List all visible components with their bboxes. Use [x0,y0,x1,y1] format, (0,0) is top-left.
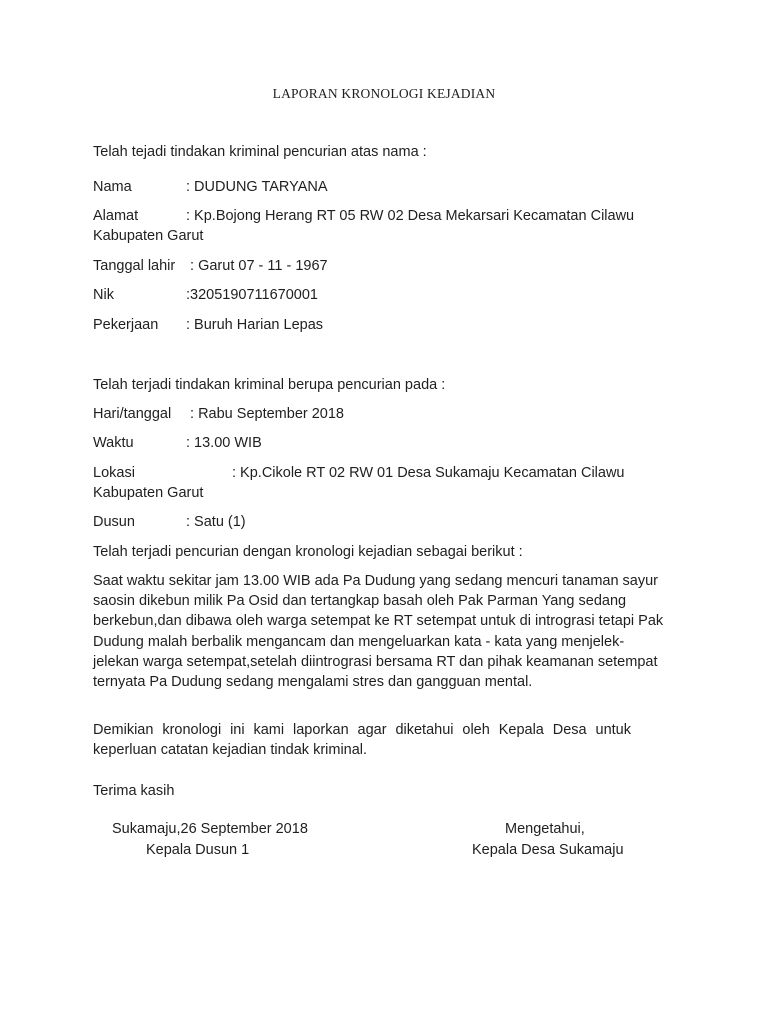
field-value: : Garut 07 - 11 - 1967 [186,258,328,274]
paragraph-line: ternyata Pa Dudung sedang mengalami stres dan gangguan mental. [93,674,533,691]
field-value: :3205190711670001 [186,287,318,303]
chronology-intro: Telah terjadi pencurian dengan kronologi kejadian sebagai berikut : [93,544,523,560]
field-label: Lokasi [93,465,135,481]
closing-paragraph [93,720,631,760]
field-value: : Kp.Cikole RT 02 RW 01 Desa Sukamaju Kecamatan Cilawu [232,465,625,481]
paragraph-line: jelekan warga setempat,setelah diintrograsi bersama RT dan pihak keamanan setempat [93,653,658,670]
field-nama [93,177,328,197]
field-value: : Buruh Harian Lepas [186,317,324,333]
field-label: Nik [93,287,114,303]
field-lokasi-continued: Kabupaten Garut [93,485,204,501]
field-hari-tanggal [93,404,344,424]
intro-statement: Telah tejadi tindakan kriminal pencurian atas nama : [93,144,427,160]
field-label: Hari/tanggal [93,406,172,422]
field-label: Pekerjaan [93,317,159,333]
paragraph-line: berkebun,dan dibawa oleh warga setempat ke RT setempat untuk di intrograsi tetapi Pak [93,613,664,630]
field-alamat-continued: Kabupaten Garut [93,228,204,244]
field-label: Nama [93,179,132,195]
thanks-text: Terima kasih [93,783,175,799]
paragraph-line: Dudung malah berbalik mengancam dan mengeluarkan kata - kata yang menjelek- [93,633,625,650]
field-value: : 13.00 WIB [186,435,262,451]
field-pekerjaan [93,315,323,335]
field-label: Waktu [93,435,134,451]
field-lokasi [93,463,625,483]
chronology-paragraph [93,571,664,692]
event-intro: Telah terjadi tindakan kriminal berupa pencurian pada : [93,377,446,393]
field-tanggal-lahir [93,256,328,276]
paragraph-line: Saat waktu sekitar jam 13.00 WIB ada Pa Dudung yang sedang mencuri tanaman sayur [93,573,659,589]
signature-right-title: Kepala Desa Sukamaju [472,842,624,858]
field-label: Alamat [93,208,139,224]
document-title: LAPORAN KRONOLOGI KEJADIAN [272,86,496,101]
paragraph-line: keperluan catatan kejadian tindak kriminal. [93,742,368,759]
field-value: : DUDUNG TARYANA [186,179,328,195]
paragraph-line: Demikian kronologi ini kami laporkan agar diketahui oleh Kepala Desa untuk [93,722,631,738]
signature-right-heading: Mengetahui, [505,821,585,837]
field-alamat [93,206,634,226]
field-label: Dusun [93,514,135,530]
signature-place-date: Sukamaju,26 September 2018 [112,821,308,837]
field-dusun [93,512,246,532]
field-value: : Kp.Bojong Herang RT 05 RW 02 Desa Mekarsari Kecamatan Cilawu [186,208,635,224]
field-label: Tanggal lahir [93,258,176,274]
field-value: : Rabu September 2018 [186,406,344,422]
field-value: : Satu (1) [186,514,246,530]
field-waktu [93,433,262,453]
signature-left-title: Kepala Dusun 1 [146,842,250,858]
field-nik [93,285,318,305]
paragraph-line: saosin dikebun milik Pa Osid dan tertangkap basah oleh Pak Parman Yang sedang [93,593,627,610]
